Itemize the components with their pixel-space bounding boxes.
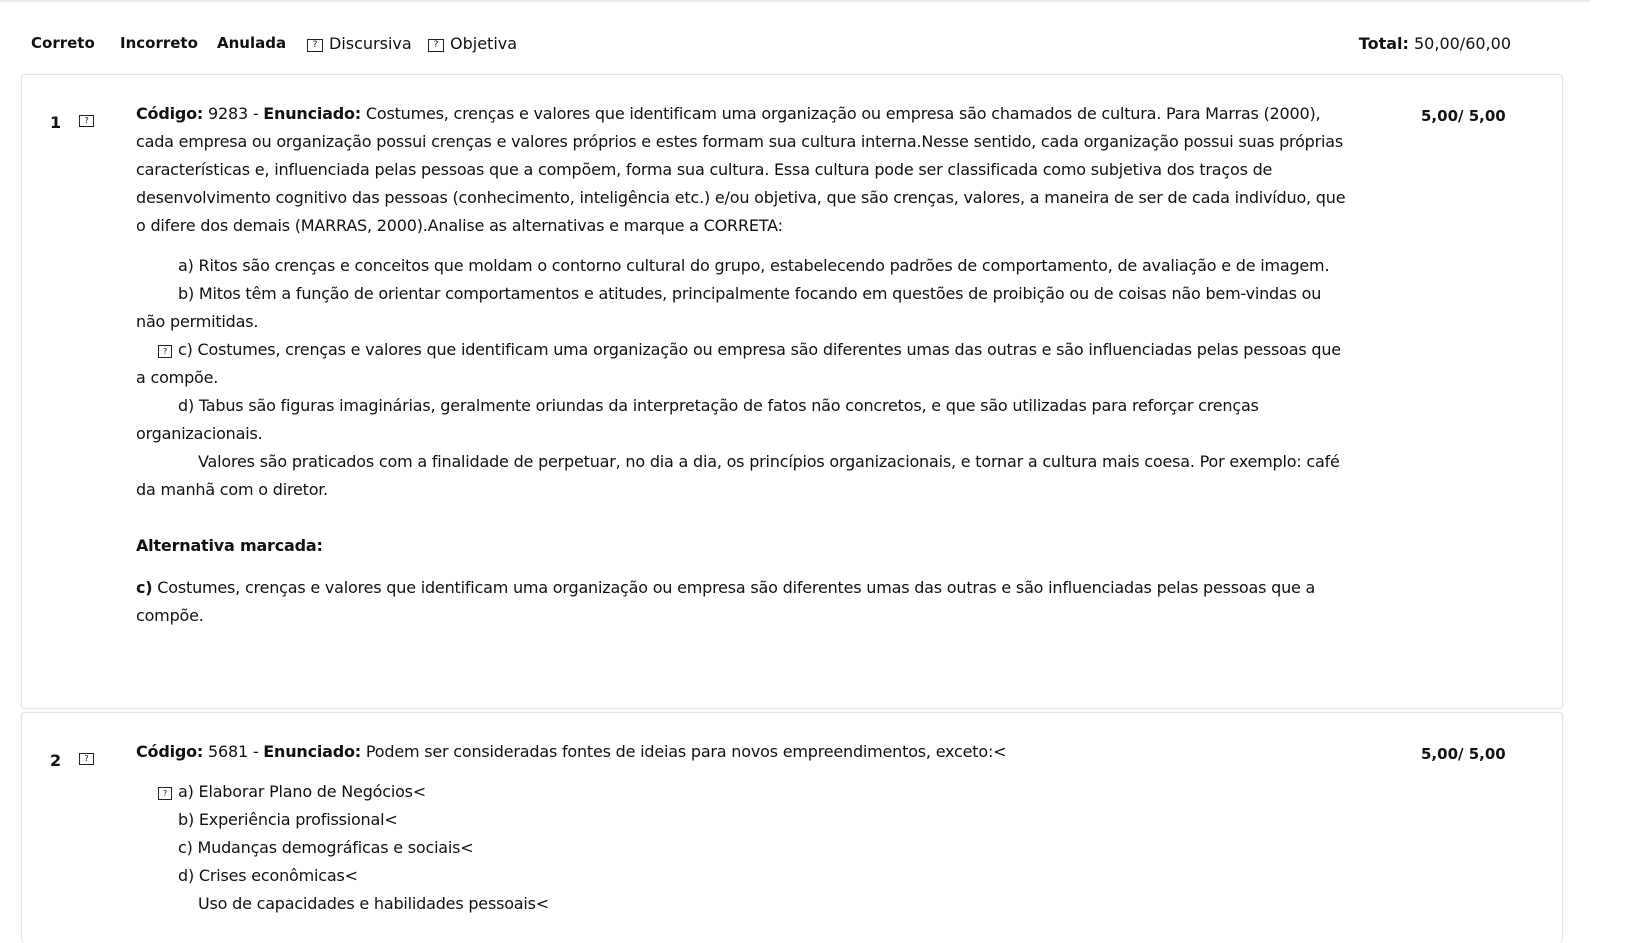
question-statement: Código: 9283 - Enunciado: Costumes, crenças e valores que identificam uma organização ou empresa são chamados de cultura. Para Marras (2000), cada empresa ou organização possui crenças e valores próprios e estes formam sua cultura interna.Nesse sentido, cada organização possui suas próprias características e, influenciada pelas pessoas que a compõem, forma sua cultura. Essa cultura pode ser classificada como subjetiva dos traços de desenvolvimento cognitivo das pessoas (conhecimento, inteligência etc.) e/ou objetiva, que são crenças, valores, a maneira de ser de cada indivíduo, que o difere dos demais (MARRAS, 2000).Analise as alternativas e marque a CORRETA: (136, 104, 1346, 235)
question-number: 2 (50, 751, 62, 770)
question-content (136, 100, 1346, 630)
alternative-e (136, 448, 1346, 504)
total-value: 50,00/60,00 (1414, 34, 1511, 53)
question-code: 5681 (208, 742, 248, 761)
alternative-d-text: d) Tabus são figuras imaginárias, geralmente oriundas da interpretação de fatos não concretos, e que são utilizadas para reforçar crenças organizacionais. (136, 396, 1259, 443)
code-label: Código: (136, 104, 204, 123)
question-score: 5,00/ 5,00 (1421, 745, 1506, 763)
question-type-icon: ? (79, 753, 94, 765)
statement-label: Enunciado: (263, 104, 362, 123)
alternative-c (136, 834, 1346, 862)
top-divider (0, 0, 1590, 2)
alternative-d (136, 862, 1346, 890)
question-type-icon: ? (79, 115, 94, 127)
question-code: 9283 (208, 104, 248, 123)
alternative-a (136, 252, 1346, 280)
marked-letter: c) (136, 578, 153, 597)
alternative-a-text: a) Elaborar Plano de Negócios< (178, 782, 427, 801)
alternative-b (136, 280, 1346, 336)
statement-label: Enunciado: (263, 742, 362, 761)
alternative-d (136, 392, 1346, 448)
alternative-a-text: a) Ritos são crenças e conceitos que moldam o contorno cultural do grupo, estabelecendo padrões de comportamento, de avaliação e de imagem. (178, 256, 1330, 275)
marked-answer-title: Alternativa marcada: (136, 536, 323, 555)
legend-bar (31, 30, 1559, 56)
statement-text: Costumes, crenças e valores que identificam uma organização ou empresa são chamados de cultura. Para Marras (2000), cada empresa ou organização possui crenças e valores próprios e estes formam sua cultura interna.Nesse sentido, cada organização possui suas próprias características e, influenciada pelas pessoas que a compõem, forma sua cultura. Essa cultura pode ser classificada como subjetiva dos traços de desenvolvimento cognitivo das pessoas (conhecimento, inteligência etc.) e/ou objetiva, que são crenças, valores, a maneira de ser de cada indivíduo, que o difere dos demais (MARRAS, 2000).Analise as alternativas e marque a CORRETA: (136, 104, 1346, 235)
alternative-b-text: b) Mitos têm a função de orientar comportamentos e atitudes, principalmente focando em questões de proibição ou de coisas não bem-vindas ou não permitidas. (136, 284, 1322, 331)
marked-answer (136, 574, 1346, 630)
alternative-c-text: c) Costumes, crenças e valores que identificam uma organização ou empresa são diferentes umas das outras e são influenciadas pelas pessoas que a compõe. (136, 340, 1341, 387)
question-card-1 (21, 74, 1563, 709)
objective-icon: ? (428, 39, 444, 52)
legend-discursive-label: Discursiva (329, 34, 412, 53)
question-score: 5,00/ 5,00 (1421, 107, 1506, 125)
alternative-a (136, 778, 1346, 806)
alternative-e-text: Valores são praticados com a finalidade de perpetuar, no dia a dia, os princípios organizacionais, e tornar a cultura mais coesa. Por exemplo: café da manhã com o diretor. (136, 452, 1340, 499)
selected-mark-icon: ? (158, 345, 172, 358)
alternative-d-text: d) Crises econômicas< (178, 866, 358, 885)
selected-mark-icon: ? (158, 787, 172, 800)
alternative-e-text: Uso de capacidades e habilidades pessoais< (198, 894, 549, 913)
question-number: 1 (50, 113, 62, 132)
statement-text: Podem ser consideradas fontes de ideias para novos empreendimentos, exceto:< (365, 742, 1007, 761)
discursive-icon: ? (307, 39, 323, 52)
legend-incorrect: Incorreto (120, 34, 198, 52)
legend-objective-label: Objetiva (450, 34, 518, 53)
alternative-c-text: c) Mudanças demográficas e sociais< (178, 838, 474, 857)
question-statement: Código: 5681 - Enunciado: Podem ser consideradas fontes de ideias para novos empreendimentos, exceto:< (136, 742, 1007, 761)
total-label: Total: (1358, 34, 1409, 53)
alternatives-list (136, 252, 1346, 504)
question-content (136, 738, 1346, 918)
alternative-e (136, 890, 1346, 918)
alternative-b-text: b) Experiência profissional< (178, 810, 398, 829)
alternative-c (136, 336, 1346, 392)
total-score (1359, 34, 1511, 53)
question-card-2 (21, 712, 1563, 943)
legend-correct: Correto (31, 34, 95, 52)
legend-discursive (307, 34, 412, 53)
code-label: Código: (136, 742, 204, 761)
legend-annulled: Anulada (217, 34, 287, 52)
marked-text: Costumes, crenças e valores que identificam uma organização ou empresa são diferentes umas das outras e são influenciadas pelas pessoas que a compõe. (136, 578, 1316, 625)
alternative-b (136, 806, 1346, 834)
alternatives-list (136, 778, 1346, 918)
legend-objective (428, 34, 517, 53)
